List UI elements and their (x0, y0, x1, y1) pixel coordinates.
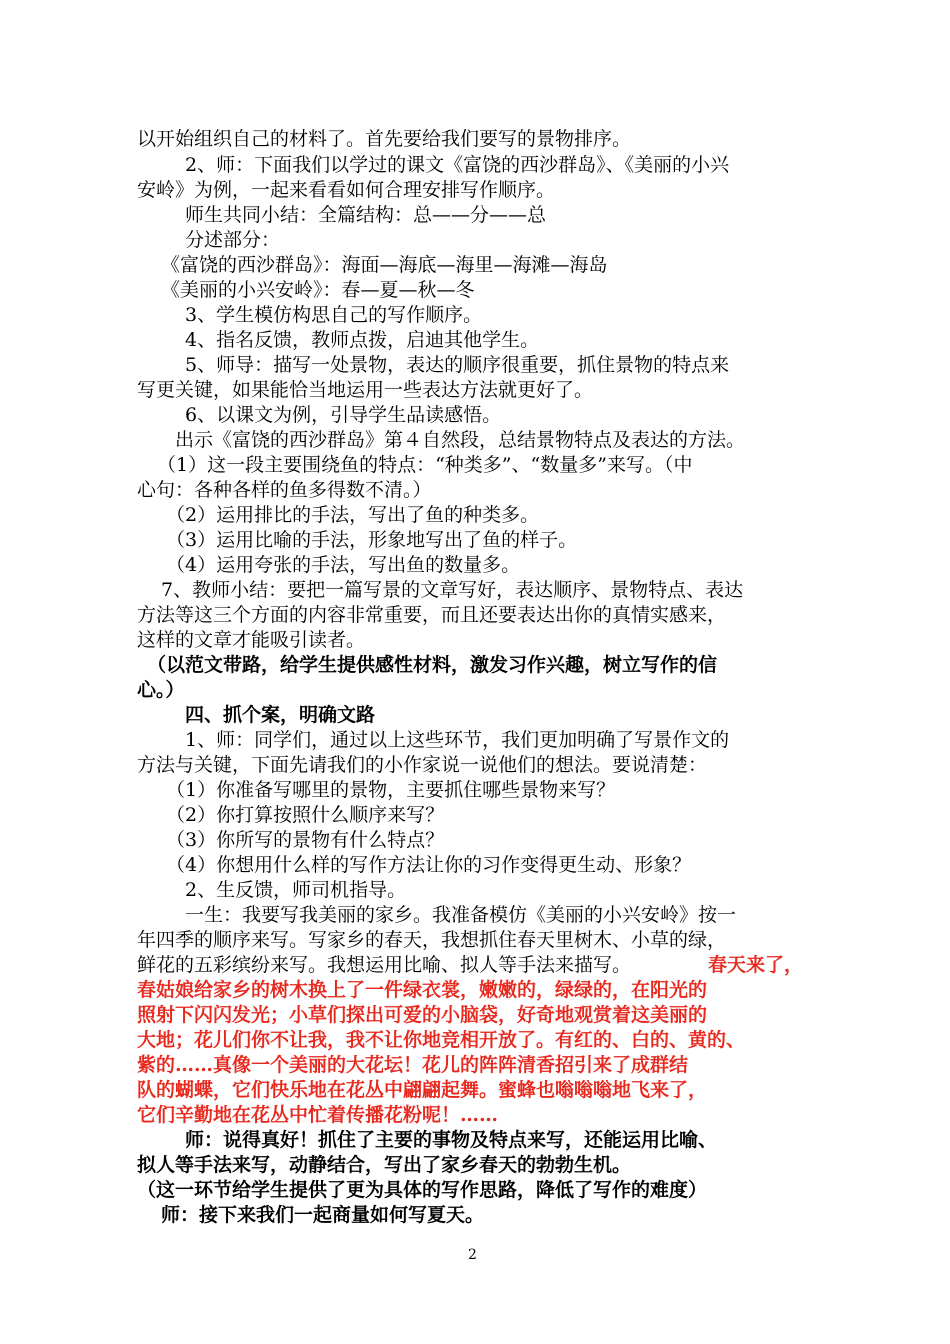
text-line: （3）你所写的景物有什么特点？ (166, 829, 445, 851)
text-line: 拟人等手法来写，动静结合，写出了家乡春天的勃勃生机。 (137, 1154, 632, 1176)
page-number: 2 (468, 1247, 477, 1263)
text-line: 写更关键，如果能恰当地运用一些表达方法就更好了。 (137, 379, 594, 401)
text-line: 4、指名反馈，教师点拨，启迪其他学生。 (185, 329, 540, 351)
text-line: 紫的……真像一个美丽的大花坛！花儿的阵阵清香招引来了成群结 (137, 1054, 689, 1076)
text-line: 春姑娘给家乡的树木换上了一件绿衣裳，嫩嫩的，绿绿的，在阳光的 (137, 979, 708, 1001)
text-line: 春天来了， (708, 954, 804, 976)
text-line: 心句：各种各样的鱼多得数不清。） (137, 479, 432, 501)
text-line: 师生共同小结：全篇结构：总——分——总 (185, 204, 547, 226)
text-line: 鲜花的五彩缤纷来写。我想运用比喻、拟人等手法来描写。 (137, 954, 632, 976)
text-line: （2）运用排比的手法，写出了鱼的种类多。 (166, 504, 540, 526)
text-line: 大地；花儿们你不让我，我不让你地竞相开放了。有红的、白的、黄的、 (137, 1029, 746, 1051)
text-line: 照射下闪闪发光；小草们探出可爱的小脑袋，好奇地观赏着这美丽的 (137, 1004, 708, 1026)
text-line: 队的蝴蝶，它们快乐地在花丛中翩翩起舞。蜜蜂也嗡嗡嗡地飞来了， (137, 1079, 708, 1101)
text-line: 安岭》为例，一起来看看如何合理安排写作顺序。 (137, 179, 556, 201)
text-line: 四、抓个案，明确文路 (185, 704, 376, 726)
text-line: （1）你准备写哪里的景物，主要抓住哪些景物来写？ (166, 779, 616, 801)
text-line: （2）你打算按照什么顺序来写？ (166, 804, 445, 826)
text-line: 方法与关键，下面先请我们的小作家说一说他们的想法。要说清楚： (137, 754, 708, 776)
text-line: （以范文带路，给学生提供感性材料，激发习作兴趣，树立写作的信 (147, 654, 718, 676)
text-line: 6、以课文为例，引导学生品读感悟。 (185, 404, 502, 426)
text-line: 《富饶的西沙群岛》：海面—海底—海里—海滩—海岛 (161, 254, 608, 276)
text-line: 年四季的顺序来写。写家乡的春天，我想抓住春天里树木、小草的绿， (137, 929, 727, 951)
text-line: 分述部分： (185, 229, 281, 251)
text-line: 《美丽的小兴安岭》：春—夏—秋—冬 (161, 279, 475, 301)
text-line: 一生：我要写我美丽的家乡。我准备模仿《美丽的小兴安岭》按一 (185, 904, 737, 926)
text-line: 1、师：同学们，通过以上这些环节，我们更加明确了写景作文的 (185, 729, 730, 751)
text-line: 出示《富饶的西沙群岛》第４自然段，总结景物特点及表达的方法。 (175, 429, 746, 451)
text-line: 3、学生模仿构思自己的写作顺序。 (185, 304, 483, 326)
text-line: 方法等这三个方面的内容非常重要，而且还要表达出你的真情实感来， (137, 604, 727, 626)
text-line: 2、师：下面我们以学过的课文《富饶的西沙群岛》、《美丽的小兴 (185, 154, 730, 176)
text-line: 7、教师小结：要把一篇写景的文章写好，表达顺序、景物特点、表达 (161, 579, 744, 601)
text-line: 师：接下来我们一起商量如何写夏天。 (161, 1204, 485, 1226)
text-line: 2、生反馈，师司机指导。 (185, 879, 407, 901)
text-line: 心。） (137, 679, 185, 701)
text-line: （3）运用比喻的手法，形象地写出了鱼的样子。 (166, 529, 578, 551)
text-line: 它们辛勤地在花丛中忙着传播花粉呢！…… (137, 1104, 499, 1126)
text-line: 师：说得真好！抓住了主要的事物及特点来写，还能运用比喻、 (185, 1129, 718, 1151)
text-line: 以开始组织自己的材料了。首先要给我们要写的景物排序。 (137, 128, 632, 150)
text-line: （这一环节给学生提供了更为具体的写作思路，降低了写作的难度） (137, 1179, 708, 1201)
text-line: 这样的文章才能吸引读者。 (137, 629, 366, 651)
text-line: （1）这一段主要围绕鱼的特点：“种类多”、“数量多”来写。（中 (157, 454, 693, 476)
text-line: 5、师导：描写一处景物，表达的顺序很重要，抓住景物的特点来 (185, 354, 730, 376)
text-line: （4）运用夸张的手法，写出鱼的数量多。 (166, 554, 521, 576)
text-line: （4）你想用什么样的写作方法让你的习作变得更生动、形象？ (166, 854, 692, 876)
